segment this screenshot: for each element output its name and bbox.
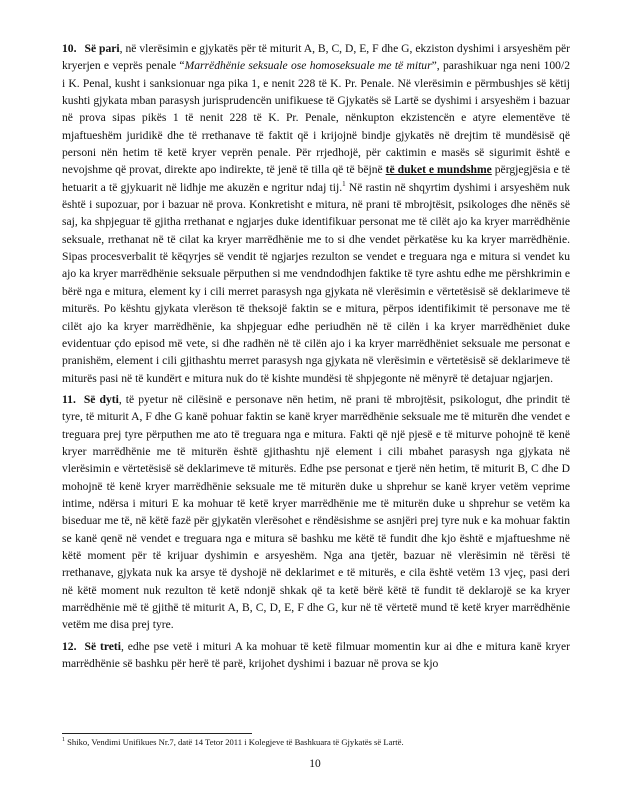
paragraph-number: 10. [62, 42, 77, 55]
paragraph-lead: Së pari [84, 42, 120, 55]
paragraph-number: 12. [62, 639, 77, 653]
footnote-text: Shiko, Vendimi Unifikues Nr.7, datë 14 Tetor 2011 i Kolegjeve të Bashkuara të Gjykatës së Lartë. [65, 737, 404, 747]
paragraph-text: , edhe pse vetë i mituri A ka mohuar të ketë filmuar momentin kur ai dhe e mitura kanë kryer marrëdhënie së bashku për herë të parë, krijohet dyshimi i bazuar në prova se kjo [62, 639, 570, 671]
quoted-offense: Marrëdhënie seksuale ose homoseksuale me të mitur [184, 59, 432, 73]
footnote [62, 737, 570, 748]
paragraph-text: , të pyetur në cilësinë e personave nën hetim, në prani të mbrojtësit, psikologut, dhe prindit të tyre, të miturit A, F dhe G kanë pohuar faktin se kanë kryer marrëdhënie seksuale me të miturën dhe vendet e treguara prej tyre përputhen me ato të treguara nga e mitura. Fakti që një pjesë e të miturve pohojnë të kenë kryer marrëdhënie me të miturën është gjithashtu një element i cili mbahet parasysh nga gjykata në vlerësimin e vërtetësisë së deklarimeve të miturës. Edhe pse personat e tjerë nën hetim, të miturit B, C dhe D mohojnë të kenë kryer marrëdhënie seksuale me të miturën duke u shprehur se kanë kryer vetëm veprime intime, ndërsa i mituri E ka mohuar të ketë kryer marrëdhënie me të miturën duke u shprehur se vetëm ka biseduar me të, në këtë fazë për gjykatën vlerësohet e rëndësishme se asnjëri prej tyre nuk e ka mohuar faktin se kanë qenë në vendet e treguara nga e mitura së bashku me këtë të fundit dhe kjo është e mjaftueshme në këtë moment për të krijuar dyshimin e arsyeshëm. Nga ana tjetër, bazuar në vlerësimin në tërësi të rrethanave, gjykata nuk ka arsye të dyshojë në deklarimet e të miturës, e cila është vetëm 13 vjeç, pasi deri në këtë moment nuk rezulton të ketë ndonjë shkak që ta ketë bërë këtë të fundit të deklarojë se ka kryer marrëdhënie më të gjithë të miturit A, B, C, D, E, F dhe G, kur në të vërtetë mund të ketë kryer marrëdhënie vetëm me disa prej tyre. [62, 392, 571, 632]
paragraph-text: Në rastin në shqyrtim dyshimi i arsyeshëm nuk është i supozuar, por i bazuar në prova. Konkretisht e mitura, në prani të mbrojtësit, psikologes dhe nënës së saj, ka shpjeguar të gjitha rrethanat e ngjarjes duke identifikuar personat me të cilët ajo ka kryer marrëdhënie seksuale, rrethanat në të cilat ka kryer marrëdhënie me to si dhe vendet përkatëse ku ka kryer marrëdhënie. Sipas procesverbalit të këqyrjes së vendit të ngjarjes rezulton se vendet e treguara nga e mitura si vendet ku ajo ka kryer marrëdhënie seksuale përputhen si me vendndodhjen faktike të tyre ashtu edhe me përshkrimin e bërë nga e mitura, element ky i cili merret parasysh nga gjykata në vlerësimin e vërtetësisë së deklarimeve të miturës. Po kështu gjykata vlerëson të theksojë faktin se e mitura, përpos identifikimit të personave me të cilët ajo ka kryer marrëdhënie, ka shpjeguar edhe periudhën në të cilën i ka kryer marrëdhëniet duke evidentuar çdo episod më vete, si dhe radhën në të cilën ajo i ka kryer marrëdhëniet seksuale me personat e pranishëm, element i cili gjithashtu merret parasysh nga gjykata në vlerësimin e vërtetësisë së deklarimeve të miturës pasi në të kundërt e mitura nuk do të kishte mundësi të shpjegonte në mënyrë të detajuar ngjarjen. [62, 180, 570, 385]
page-number: 10 [309, 758, 321, 770]
paragraph-11 [62, 391, 570, 634]
paragraph-text: ”, parashikuar nga neni 100/2 i K. Penal, kusht i sanksionuar nga pika 1, e nenit 228 të K. Pr. Penale. Në vlerësimin e përmbushjes së këtij kushti gjykata mban parasysh jurisprudencën unifikuese të Gjykatës së Lartë se dyshimi i arsyeshëm i bazuar në prova sipas pikës 1 të nenit 228 të K. Pr. Penale, nënkupton ekzistencën e atyre elementëve të mjaftueshëm juridikë dhe të rrethanave të faktit që i krijojnë bindje gjykatës në drejtim të mundësisë që personi nën hetim të ketë kryer veprën penale. Për rrjedhojë, për caktimin e masës së sigurimit është e nevojshme që provat, direkte apo indirekte, të jenë të tilla që të bëjnë [62, 59, 570, 177]
paragraph-10 [62, 40, 570, 387]
paragraph-lead: Së dyti [83, 392, 119, 406]
emphasized-phrase: të duket e mundshme [385, 163, 492, 177]
footnote-reference[interactable]: 1 [342, 179, 346, 188]
paragraph-text: përgjegjësia e të hetuarit a të gjykuarit në lidhje me akuzën e ngritur ndaj tij. [62, 163, 570, 194]
paragraph-text: , në vlerësimin e gjykatës për të miturit A, B, C, D, E, F dhe G, ekziston dyshimi i arsyeshëm për kryerjen e veprës penale “ [62, 42, 570, 73]
footnote-separator [62, 733, 252, 734]
paragraph-number: 11. [62, 392, 76, 406]
document-body [62, 40, 570, 676]
paragraph-lead: Së treti [84, 639, 121, 653]
footnote-marker: 1 [62, 737, 65, 744]
paragraph-12 [62, 638, 570, 673]
